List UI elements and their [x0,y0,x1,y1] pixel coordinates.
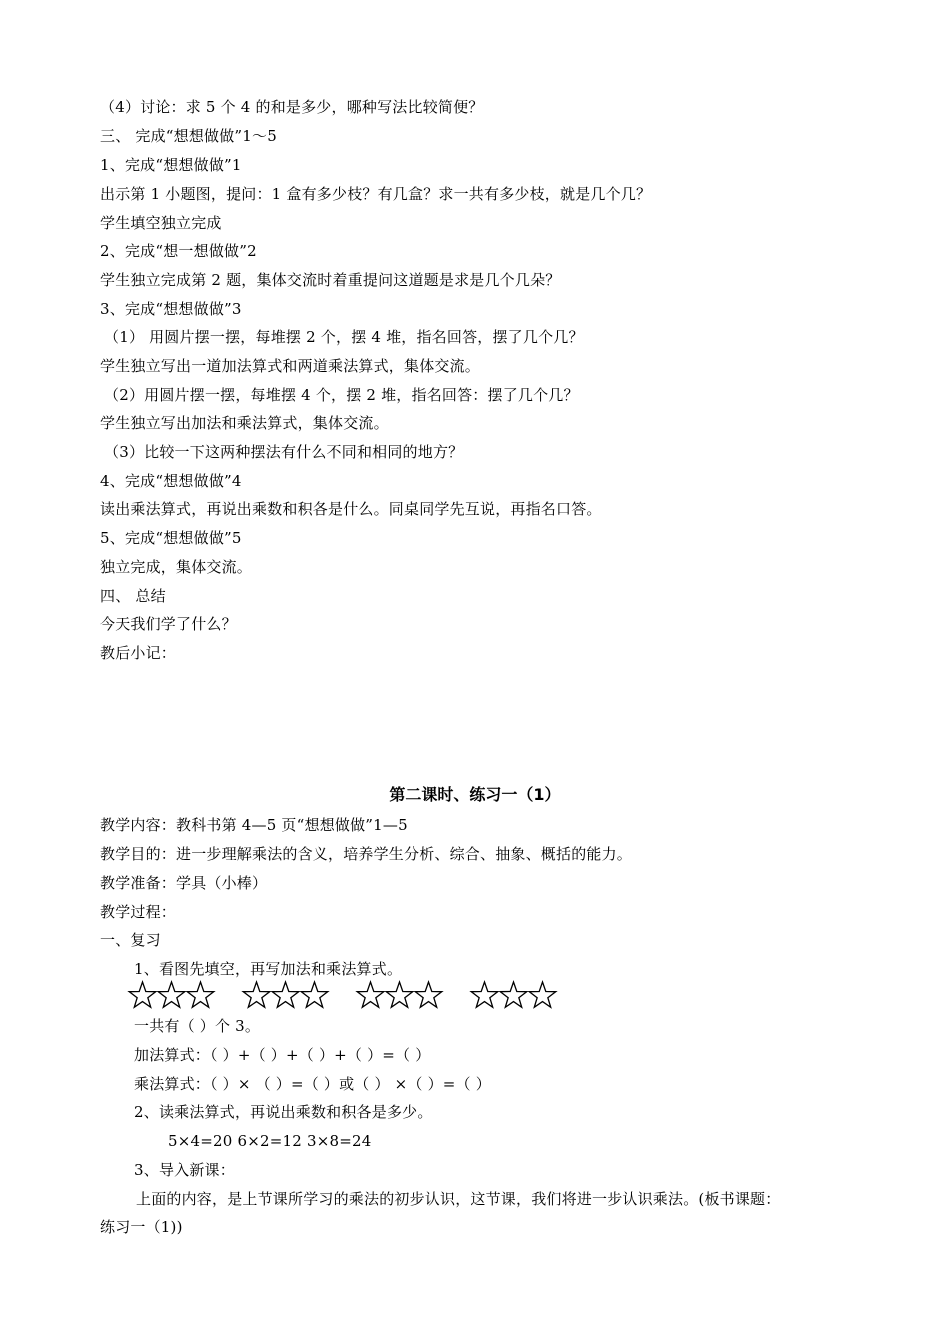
section-heading: 三、 完成“想想做做”1～5 [100,127,277,145]
star-icon [129,982,156,1007]
paragraph-line: 教学准备：学具（小棒） [100,874,268,892]
paragraph-line: 学生独立完成第 2 题，集体交流时着重提问这道题是求是几个几朵？ [100,271,561,289]
equation-line: 5×4=20 6×2=12 3×8=24 [168,1132,372,1150]
lesson-title: 第二课时、练习一（1） [389,785,561,804]
subsection-heading: 4、完成“想想做做”4 [100,472,242,490]
paragraph-line: 教学过程： [100,903,177,921]
subsection-heading: 3、导入新课： [134,1161,235,1179]
star-group [469,980,558,1010]
paragraph-line: 教学内容：教科书第 4—5 页“想想做做”1—5 [100,816,408,834]
star-group [241,980,330,1010]
paragraph-line: 教后小记： [100,644,177,662]
star-figure [127,980,567,1010]
paragraph-line: 读出乘法算式，再说出乘数和积各是什么。同桌同学先互说，再指名口答。 [100,500,602,518]
paragraph-line: 乘法算式：（ ）× （ ）=（ ）或（ ） ×（ ）=（ ） [134,1075,491,1093]
paragraph-line: 1、看图先填空，再写加法和乘法算式。 [134,960,403,978]
star-icon [243,982,270,1007]
paragraph-line: 学生独立写出一道加法算式和两道乘法算式，集体交流。 [100,357,481,375]
star-icon [301,982,328,1007]
star-icon [357,982,384,1007]
star-icon [415,982,442,1007]
subsection-heading: 5、完成“想想做做”5 [100,529,242,547]
star-icon [187,982,214,1007]
star-icon [158,982,185,1007]
paragraph-line: （1） 用圆片摆一摆，每堆摆 2 个，摆 4 堆，指名回答，摆了几个几？ [104,328,584,346]
section-heading: 一、复习 [100,931,161,949]
subsection-heading: 2、读乘法算式，再说出乘数和积各是多少。 [134,1103,433,1121]
paragraph-line: 一共有（ ）个 3。 [134,1017,261,1035]
paragraph-line: 教学目的：进一步理解乘法的含义，培养学生分析、综合、抽象、概括的能力。 [100,845,633,863]
paragraph-line: （4）讨论：求 5 个 4 的和是多少，哪种写法比较简便？ [100,98,484,116]
paragraph-line: 加法算式：（ ）+（ ）+（ ）+（ ）=（ ） [134,1046,431,1064]
star-icon [471,982,498,1007]
subsection-heading: 3、完成“想想做做”3 [100,300,242,318]
star-icon [272,982,299,1007]
paragraph-line: 学生独立写出加法和乘法算式，集体交流。 [100,414,389,432]
star-group [355,980,444,1010]
paragraph-line: 上面的内容，是上节课所学习的乘法的初步认识，这节课，我们将进一步认识乘法。(板书课题： [136,1190,781,1208]
paragraph-line: 独立完成，集体交流。 [100,558,253,576]
subsection-heading: 1、完成“想想做做”1 [100,156,242,174]
star-icon [386,982,413,1007]
paragraph-line: 今天我们学了什么？ [100,615,237,633]
subsection-heading: 2、完成“想一想做做”2 [100,242,257,260]
section-heading: 四、 总结 [100,587,166,605]
paragraph-line: 练习一（1)) [100,1218,183,1236]
paragraph-line: （3）比较一下这两种摆法有什么不同和相同的地方？ [104,443,464,461]
star-icon [529,982,556,1007]
star-icon [500,982,527,1007]
paragraph-line: 学生填空独立完成 [100,214,222,232]
paragraph-line: （2）用圆片摆一摆，每堆摆 4 个，摆 2 堆，指名回答：摆了几个几？ [104,386,579,404]
star-group [127,980,216,1010]
paragraph-line: 出示第 1 小题图，提问：1 盒有多少枝？有几盒？求一共有多少枝，就是几个几？ [100,185,652,203]
